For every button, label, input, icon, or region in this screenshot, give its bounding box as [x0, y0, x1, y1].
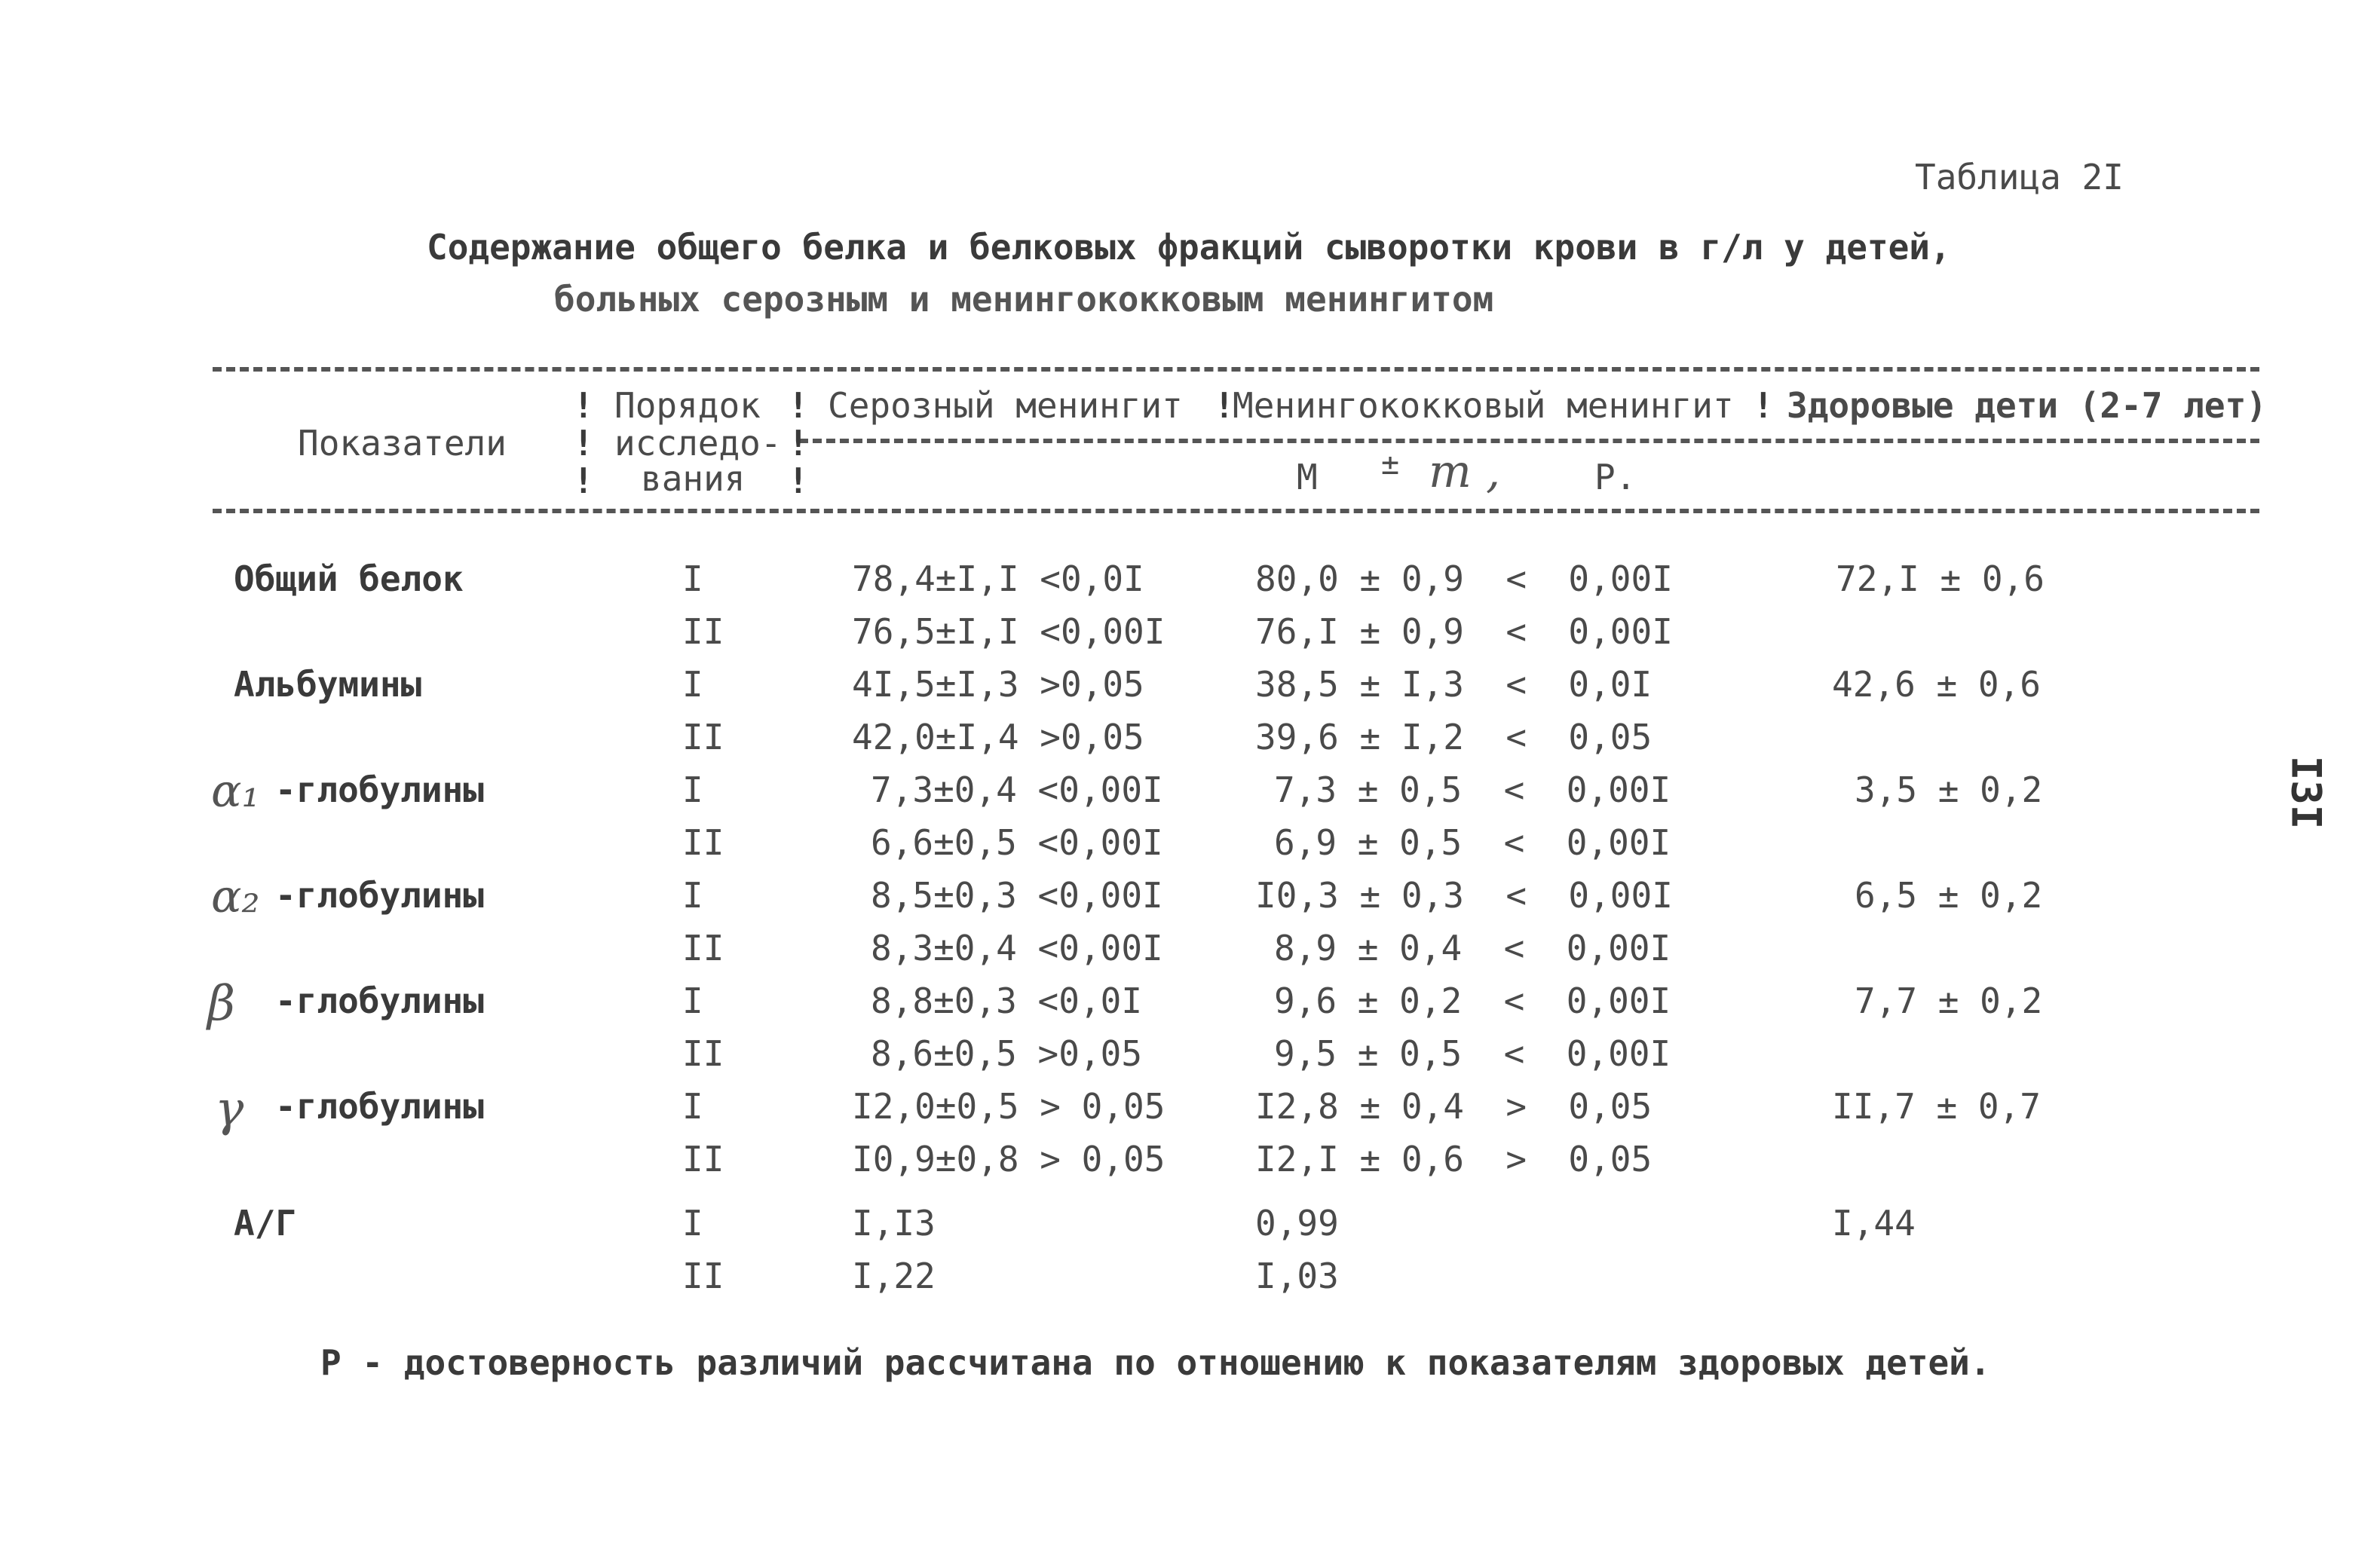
header-separator: !: [1214, 385, 1235, 426]
row-order: II: [682, 1139, 724, 1179]
cell-healthy: 42,6 ± 0,6: [1832, 664, 2041, 705]
header-serous: Серозный менингит: [828, 385, 1183, 426]
header-bottom-rule: [213, 509, 2259, 513]
cell-healthy: 3,5 ± 0,2: [1855, 769, 2043, 810]
header-stat-m-small: m ,: [1429, 445, 1501, 498]
cell-healthy: 72,I ± 0,6: [1836, 558, 2045, 599]
symbol-gamma: γ: [215, 1082, 244, 1137]
row-label: -глобулины: [275, 769, 484, 810]
table-title-line-1: Содержание общего белка и белковых фракций сыворотки крови в г/л у детей,: [427, 227, 1951, 268]
cell-meningococcal: I0,3 ± 0,3 < 0,00I: [1255, 875, 1673, 916]
row-order: I: [682, 769, 703, 810]
cell-serous: 42,0±I,4 >0,05: [852, 717, 1144, 757]
cell-serous: I,I3: [852, 1203, 936, 1244]
cell-serous: I,22: [852, 1256, 936, 1296]
cell-meningococcal: I2,8 ± 0,4 > 0,05: [1255, 1086, 1653, 1127]
header-indicators: Показатели: [298, 423, 507, 464]
symbol-alpha2: α₂: [211, 870, 260, 923]
row-order: I: [682, 875, 703, 916]
cell-meningococcal: 39,6 ± I,2 < 0,05: [1255, 717, 1653, 757]
table-footnote: Р - достоверность различий рассчитана по отношению к показателям здоровых детей.: [320, 1342, 1991, 1383]
table-label: Таблица 2I: [1915, 157, 2124, 197]
cell-healthy: 6,5 ± 0,2: [1855, 875, 2043, 916]
cell-serous: 8,8±0,3 <0,0I: [871, 981, 1143, 1021]
header-separator: !: [788, 385, 809, 426]
cell-healthy: II,7 ± 0,7: [1832, 1086, 2041, 1127]
cell-serous: 7,3±0,4 <0,00I: [871, 769, 1163, 810]
cell-serous: 76,5±I,I <0,00I: [852, 611, 1165, 652]
row-order: I: [682, 1086, 703, 1127]
header-mid-rule: [799, 439, 2259, 443]
table-top-rule: [213, 367, 2259, 372]
cell-meningococcal: 6,9 ± 0,5 < 0,00I: [1274, 822, 1671, 863]
symbol-alpha1: α₁: [211, 765, 260, 818]
row-order: II: [682, 1256, 724, 1296]
cell-serous: I2,0±0,5 > 0,05: [852, 1086, 1165, 1127]
header-stat-m: М: [1297, 457, 1318, 497]
row-label: -глобулины: [275, 981, 484, 1021]
row-order: I: [682, 664, 703, 705]
row-order: II: [682, 717, 724, 757]
row-order: II: [682, 822, 724, 863]
cell-serous: 78,4±I,I <0,0I: [852, 558, 1144, 599]
cell-serous: 4I,5±I,3 >0,05: [852, 664, 1144, 705]
header-separator: !: [573, 423, 594, 464]
cell-serous: I0,9±0,8 > 0,05: [852, 1139, 1165, 1179]
cell-meningococcal: 38,5 ± I,3 < 0,0I: [1255, 664, 1653, 705]
row-order: II: [682, 928, 724, 968]
cell-serous: 8,6±0,5 >0,05: [871, 1033, 1143, 1074]
cell-meningococcal: 7,3 ± 0,5 < 0,00I: [1274, 769, 1671, 810]
header-stat-p: Р.: [1594, 457, 1637, 497]
cell-healthy: 7,7 ± 0,2: [1855, 981, 2043, 1021]
header-healthy: Здоровые дети (2-7 лет): [1787, 385, 2267, 426]
cell-serous: 8,3±0,4 <0,00I: [871, 928, 1163, 968]
cell-serous: 8,5±0,3 <0,00I: [871, 875, 1163, 916]
header-meningococcal: Менингококковый менингит: [1233, 385, 1734, 426]
row-label: -глобулины: [275, 1086, 484, 1127]
cell-meningococcal: I2,I ± 0,6 > 0,05: [1255, 1139, 1653, 1179]
header-separator: !: [1753, 385, 1774, 426]
row-order: I: [682, 1203, 703, 1244]
cell-meningococcal: I,03: [1255, 1256, 1339, 1296]
header-stat-pm: ±: [1381, 447, 1400, 482]
row-label: Альбумины: [234, 664, 422, 705]
cell-meningococcal: 0,99: [1255, 1203, 1339, 1244]
header-separator: !: [573, 460, 594, 501]
row-order: I: [682, 981, 703, 1021]
row-label: А/Г: [234, 1203, 297, 1244]
row-order: II: [682, 1033, 724, 1074]
header-order-line-1: Порядок: [614, 385, 761, 426]
cell-meningococcal: 9,6 ± 0,2 < 0,00I: [1274, 981, 1671, 1021]
cell-serous: 6,6±0,5 <0,00I: [871, 822, 1163, 863]
header-order-line-2: исследо-: [614, 423, 782, 464]
cell-meningococcal: 76,I ± 0,9 < 0,00I: [1255, 611, 1673, 652]
row-label: Общий белок: [234, 558, 464, 599]
row-order: II: [682, 611, 724, 652]
row-order: I: [682, 558, 703, 599]
header-separator: !: [788, 423, 809, 464]
table-title-line-2: больных серозным и менингококковым менингитом: [554, 279, 1494, 320]
header-separator: !: [788, 460, 809, 501]
cell-healthy: I,44: [1832, 1203, 1916, 1244]
cell-meningococcal: 9,5 ± 0,5 < 0,00I: [1274, 1033, 1671, 1074]
header-order-line-3: вания: [641, 458, 746, 499]
header-separator: !: [573, 385, 594, 426]
row-label: -глобулины: [275, 875, 484, 916]
cell-meningococcal: 80,0 ± 0,9 < 0,00I: [1255, 558, 1673, 599]
page-number: I3I: [2282, 755, 2330, 830]
cell-meningococcal: 8,9 ± 0,4 < 0,00I: [1274, 928, 1671, 968]
symbol-beta: β: [207, 976, 235, 1032]
